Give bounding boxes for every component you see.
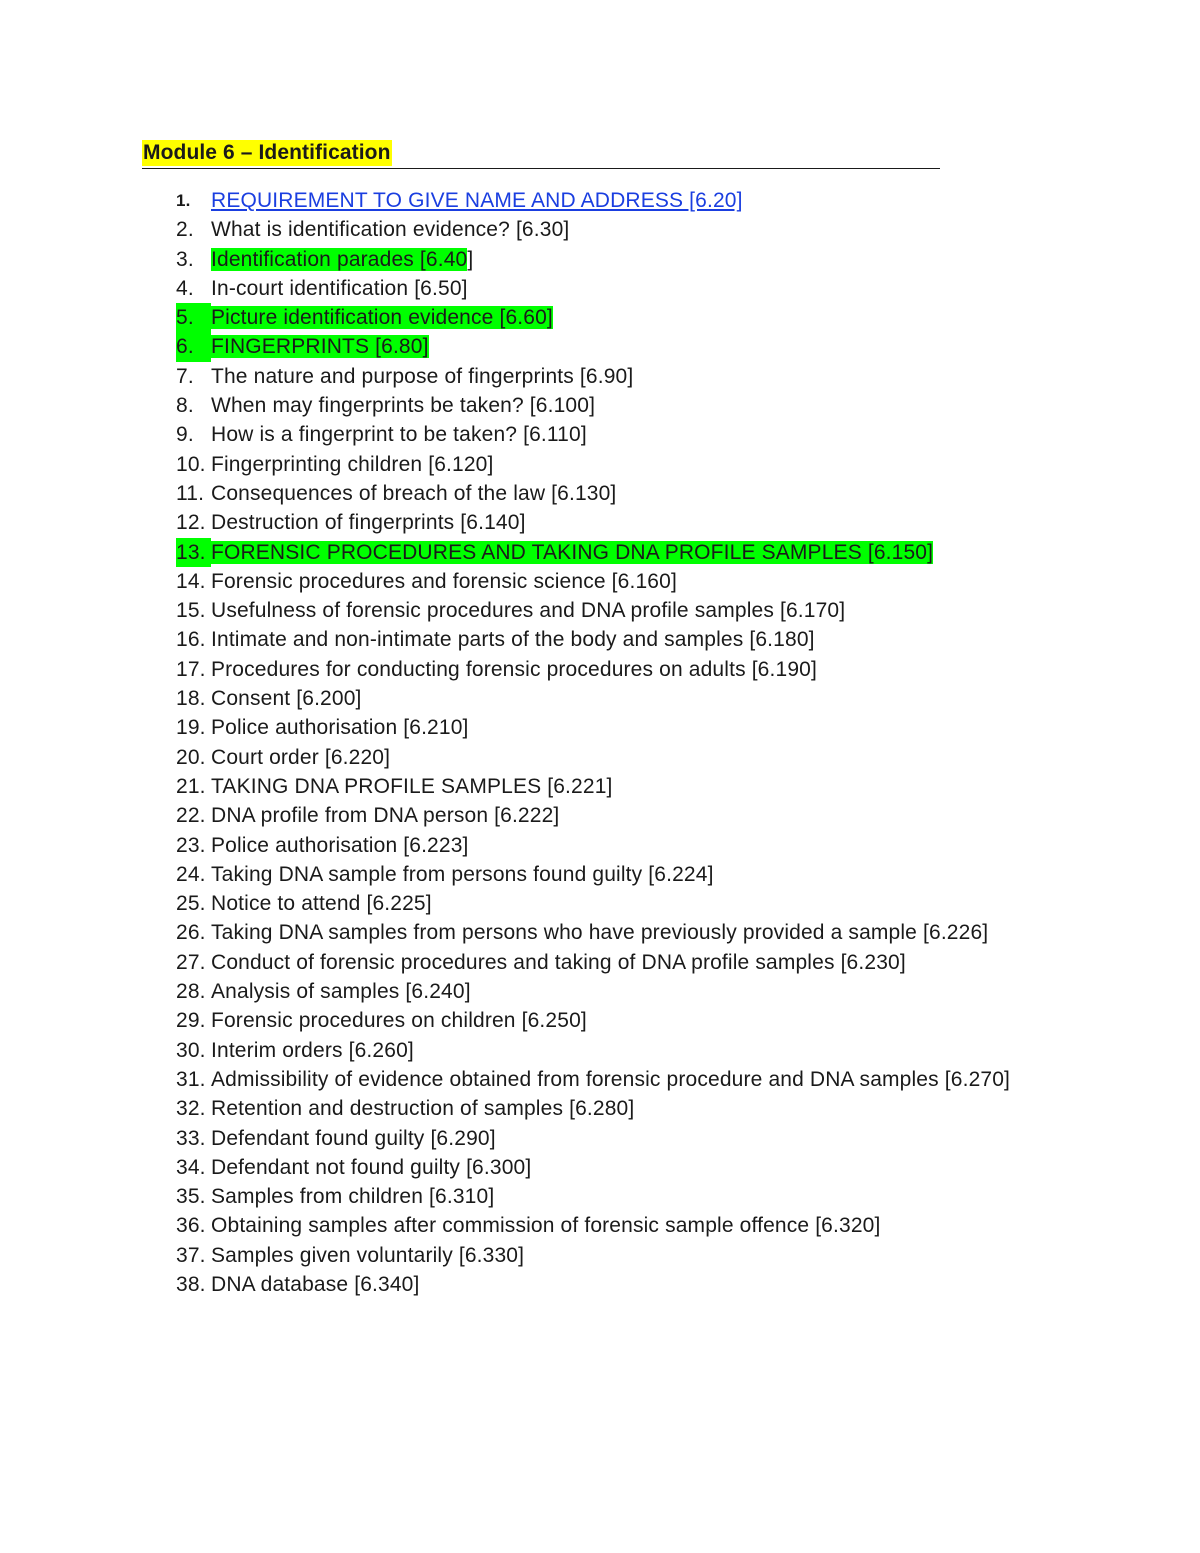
item-text: Destruction of fingerprints [6.140] (211, 511, 526, 535)
toc-item-4 (0, 274, 1200, 303)
item-text: Analysis of samples [6.240] (211, 980, 471, 1004)
toc-item-9 (0, 420, 1200, 449)
toc-item-25 (0, 889, 1200, 918)
item-text: Obtaining samples after commission of forensic sample offence [6.320] (211, 1214, 881, 1238)
toc-item-31 (0, 1065, 1200, 1094)
item-text: Taking DNA samples from persons who have previously provided a sample [6.226] (211, 921, 989, 945)
item-text: FINGERPRINTS [6.80] (211, 335, 429, 359)
toc-item-13 (0, 538, 1200, 567)
item-number: 21. (176, 774, 206, 798)
item-text: Consent [6.200] (211, 687, 362, 711)
item-text: Police authorisation [6.210] (211, 716, 469, 740)
toc-item-37 (0, 1241, 1200, 1270)
toc-item-7 (0, 362, 1200, 391)
toc-item-34 (0, 1153, 1200, 1182)
item-number: 28. (176, 980, 206, 1004)
item-number: 22. (176, 804, 206, 828)
item-text: Police authorisation [6.223] (211, 833, 469, 857)
item-text: Intimate and non-intimate parts of the body and samples [6.180] (211, 628, 815, 652)
toc-item-23 (0, 831, 1200, 860)
item-number: 33. (176, 1126, 206, 1150)
toc-item-38 (0, 1270, 1200, 1299)
toc-item-15 (0, 596, 1200, 625)
item-number: 1. (176, 191, 191, 210)
item-number: 25. (176, 892, 206, 916)
item-number: 5. (176, 303, 211, 332)
item-text: Retention and destruction of samples [6.280] (211, 1097, 635, 1121)
toc-item-2 (0, 215, 1200, 244)
requirement-link[interactable]: REQUIREMENT TO GIVE NAME AND ADDRESS [6.20] (211, 189, 743, 212)
item-text-highlighted: Identification parades [6.40 (211, 247, 468, 271)
item-text: How is a fingerprint to be taken? [6.110] (211, 423, 587, 447)
toc-item-6 (0, 332, 1200, 361)
item-text: Defendant not found guilty [6.300] (211, 1155, 532, 1179)
item-text: What is identification evidence? [6.30] (211, 218, 570, 242)
item-number: 20. (176, 745, 206, 769)
item-text: Conduct of forensic procedures and taking of DNA profile samples [6.230] (211, 950, 906, 974)
item-number: 37. (176, 1243, 206, 1267)
item-text: Court order [6.220] (211, 745, 391, 769)
item-number: 24. (176, 862, 206, 886)
toc-item-1 (0, 186, 1200, 215)
item-text: DNA profile from DNA person [6.222] (211, 804, 560, 828)
item-number: 18. (176, 687, 206, 711)
item-number: 2. (176, 218, 194, 242)
toc-item-24 (0, 860, 1200, 889)
item-text: Notice to attend [6.225] (211, 892, 432, 916)
toc-item-22 (0, 801, 1200, 830)
item-number: 11. (176, 481, 205, 505)
toc-item-21 (0, 772, 1200, 801)
item-number: 15. (176, 599, 206, 623)
item-number: 8. (176, 394, 194, 418)
item-number: 23. (176, 833, 206, 857)
toc-item-28 (0, 977, 1200, 1006)
item-text: Forensic procedures on children [6.250] (211, 1009, 587, 1033)
item-number: 35. (176, 1185, 206, 1209)
item-text: Usefulness of forensic procedures and DNA profile samples [6.170] (211, 599, 846, 623)
toc-item-14 (0, 567, 1200, 596)
item-number: 10. (176, 452, 206, 476)
item-number: 16. (176, 628, 206, 652)
toc-item-5 (0, 303, 1200, 332)
item-text: Taking DNA sample from persons found guilty [6.224] (211, 862, 714, 886)
item-text: Procedures for conducting forensic procedures on adults [6.190] (211, 657, 817, 681)
toc-item-18 (0, 684, 1200, 713)
item-text: Fingerprinting children [6.120] (211, 452, 494, 476)
toc-item-12 (0, 508, 1200, 537)
item-number: 34. (176, 1155, 206, 1179)
item-number: 19. (176, 716, 206, 740)
table-of-contents (0, 186, 1200, 1299)
item-number: 3. (176, 247, 194, 271)
toc-item-35 (0, 1182, 1200, 1211)
item-number: 13. (176, 538, 211, 567)
item-text: When may fingerprints be taken? [6.100] (211, 394, 596, 418)
toc-item-11 (0, 479, 1200, 508)
item-text: Admissibility of evidence obtained from forensic procedure and DNA samples [6.270] (211, 1067, 1011, 1091)
item-number: 14. (176, 569, 206, 593)
toc-item-33 (0, 1124, 1200, 1153)
item-number: 6. (176, 332, 211, 361)
item-text: The nature and purpose of fingerprints [6.90] (211, 364, 634, 388)
item-number: 4. (176, 276, 194, 300)
item-number: 26. (176, 921, 206, 945)
toc-item-29 (0, 1006, 1200, 1035)
item-number: 27. (176, 950, 206, 974)
item-text: Picture identification evidence [6.60] (211, 306, 553, 330)
item-number: 30. (176, 1038, 206, 1062)
toc-item-3 (0, 245, 1200, 274)
item-text: DNA database [6.340] (211, 1272, 420, 1296)
item-text: In-court identification [6.50] (211, 276, 468, 300)
toc-item-36 (0, 1211, 1200, 1240)
item-text-rest: ] (467, 247, 474, 271)
item-number: 7. (176, 364, 194, 388)
item-number: 38. (176, 1272, 206, 1296)
toc-item-17 (0, 655, 1200, 684)
item-text: Samples from children [6.310] (211, 1185, 495, 1209)
toc-item-26 (0, 918, 1200, 947)
item-text: FORENSIC PROCEDURES AND TAKING DNA PROFILE SAMPLES [6.150] (211, 540, 934, 564)
toc-item-19 (0, 713, 1200, 742)
item-text: Interim orders [6.260] (211, 1038, 414, 1062)
toc-item-16 (0, 625, 1200, 654)
item-number: 32. (176, 1097, 206, 1121)
toc-item-20 (0, 743, 1200, 772)
module-heading: Module 6 – Identification (143, 141, 391, 164)
item-text: Defendant found guilty [6.290] (211, 1126, 496, 1150)
toc-item-30 (0, 1036, 1200, 1065)
item-number: 9. (176, 423, 194, 447)
module-heading-row (142, 140, 940, 169)
toc-item-8 (0, 391, 1200, 420)
item-text: TAKING DNA PROFILE SAMPLES [6.221] (211, 774, 613, 798)
item-number: 31. (176, 1067, 206, 1091)
toc-item-27 (0, 948, 1200, 977)
item-number: 17. (176, 657, 206, 681)
item-number: 29. (176, 1009, 206, 1033)
item-number: 36. (176, 1214, 206, 1238)
toc-item-32 (0, 1094, 1200, 1123)
item-number: 12. (176, 511, 206, 535)
toc-item-10 (0, 450, 1200, 479)
item-text: Samples given voluntarily [6.330] (211, 1243, 525, 1267)
item-text: Consequences of breach of the law [6.130] (211, 481, 617, 505)
item-text: Forensic procedures and forensic science [6.160] (211, 569, 677, 593)
